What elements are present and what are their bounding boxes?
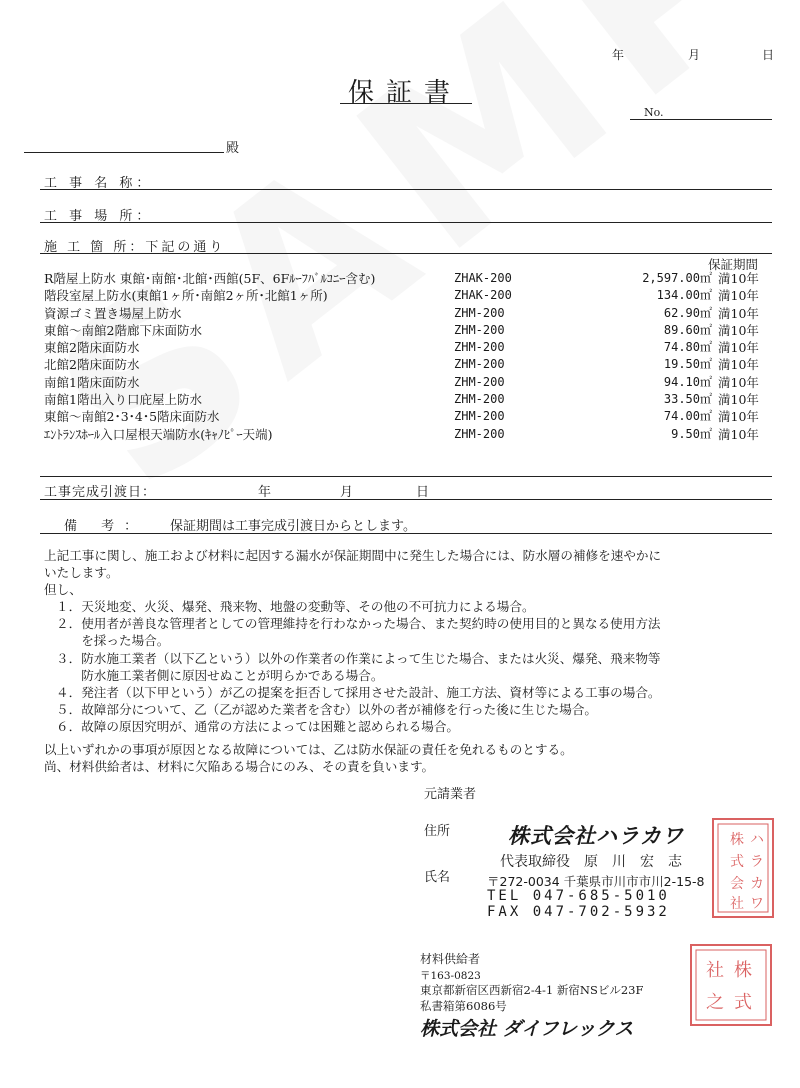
remarks-label: 備 考： (64, 519, 148, 534)
table-row (44, 374, 778, 391)
item-code: ZHM-200 (454, 409, 505, 424)
contractor-representative: 代表取締役 原 川 宏 志 (500, 854, 682, 870)
item-period: 満10年 (718, 271, 759, 286)
completion-line (40, 499, 772, 500)
item-code: ZHAK-200 (454, 288, 512, 303)
condition-line: ６．故障の原因究明が、通常の方法によっては困難と認められる場合。 (56, 719, 459, 734)
date-month-label: 月 (688, 48, 701, 62)
svg-text:ハ: ハ (750, 832, 764, 848)
item-name: 北館2階床面防水 (44, 357, 140, 373)
item-code: ZHAK-200 (454, 271, 512, 285)
item-area: 134.00㎡ (656, 288, 712, 303)
item-period: 満10年 (718, 426, 759, 442)
svg-text:会: 会 (730, 876, 744, 892)
svg-text:式: 式 (734, 992, 752, 1013)
remarks-text: 保証期間は工事完成引渡日からとします。 (170, 519, 416, 534)
contractor-name-label: 氏名 (424, 870, 451, 885)
date-year-label: 年 (612, 48, 625, 62)
item-period: 満10年 (718, 288, 759, 304)
contractor-tel: TEL 047-685-5010 (487, 888, 670, 904)
item-code: ZHM-200 (454, 426, 505, 441)
item-period: 満10年 (718, 305, 759, 321)
title-underline (340, 103, 472, 104)
remarks-line (40, 533, 772, 534)
condition-line: を採った場合。 (56, 633, 170, 648)
item-name: 東館～南館2階廊下床面防水 (44, 322, 202, 338)
table-row (44, 322, 778, 339)
seal-icon (692, 946, 770, 1024)
period-header: 保証期間 (708, 257, 759, 272)
svg-text:式: 式 (730, 854, 744, 870)
number-label: No. (644, 106, 664, 119)
table-row (44, 391, 778, 408)
item-area: 19.50㎡ (663, 357, 712, 372)
number-line (630, 119, 772, 120)
item-code: ZHM-200 (454, 374, 505, 389)
supplier-company-name: 株式会社 ダイフレックス (420, 1018, 634, 1040)
item-area: 9.50㎡ (671, 426, 712, 441)
contractor-seal-stamp (712, 818, 774, 918)
contractor-address-label: 住所 (424, 824, 451, 839)
construction-area-line (40, 253, 772, 254)
condition-line: １．天災地変、火災、爆発、飛来物、地盤の変動等、その他の不可抗力による場合。 (56, 599, 535, 614)
closing-line-2: 尚、材料供給者は、材料に欠陥ある場合にのみ、その責を負います。 (44, 759, 435, 774)
svg-text:社: 社 (730, 896, 744, 912)
item-name: 東館～南館2･3･4･5階床面防水 (44, 409, 220, 425)
document-title: 保証書 (348, 78, 463, 108)
supplier-address: 東京都新宿区西新宿2-4-1 新宿NSビル23F (420, 983, 644, 997)
project-name-label: 工 事 名 称： (44, 176, 154, 191)
item-code: ZHM-200 (454, 340, 505, 355)
supplier-label: 材料供給者 (420, 952, 481, 966)
item-period: 満10年 (718, 409, 759, 425)
condition-line: ５．故障部分について、乙（乙が認めた業者を含む）以外の者が補修を行った後に生じた場合。 (56, 702, 598, 717)
recipient-suffix: 殿 (226, 141, 240, 156)
table-row (44, 356, 778, 373)
condition-line: 防水施工業者側に原因せぬことが明らかである場合。 (56, 668, 384, 683)
item-name: R階屋上防水 東館･南館･北館･西館(5F、6Fﾙｰﾌﾊﾞﾙｺﾆｰ含む) (44, 271, 376, 286)
item-name: 資源ゴミ置き場屋上防水 (44, 305, 182, 321)
item-code: ZHM-200 (454, 322, 505, 337)
construction-area-label: 施 工 箇 所：下記の通り (44, 240, 226, 255)
item-area: 74.80㎡ (663, 340, 712, 355)
project-site-line (40, 222, 772, 223)
project-name-line (40, 189, 772, 190)
completion-month: 月 (340, 485, 354, 500)
table-row (44, 339, 778, 356)
item-area: 62.90㎡ (663, 305, 712, 320)
construction-items-table (44, 270, 778, 443)
contractor-role-label: 元請業者 (424, 787, 477, 802)
svg-text:社: 社 (706, 960, 724, 981)
item-area: 74.00㎡ (663, 409, 712, 424)
table-row (44, 426, 778, 443)
item-area: 33.50㎡ (663, 392, 712, 407)
svg-text:之: 之 (706, 992, 724, 1013)
recipient-line (24, 152, 224, 153)
item-name: 南館1階出入り口庇屋上防水 (44, 392, 202, 408)
item-period: 満10年 (718, 357, 759, 373)
item-code: ZHM-200 (454, 392, 505, 407)
contractor-postal-address: 〒272-0034 千葉県市川市市川2-15-8 (487, 874, 705, 889)
condition-line: ３．防水施工業者（以下乙という）以外の作業者の作業によって生じた場合、または火災、爆発、飛来物等 (56, 651, 661, 666)
date-day-label: 日 (762, 48, 775, 62)
table-row (44, 408, 778, 425)
condition-line: ４．発注者（以下甲という）が乙の提案を拒否して採用させた設計、施工方法、資材等による工事の場合。 (56, 685, 661, 700)
item-period: 満10年 (718, 392, 759, 408)
item-code: ZHM-200 (454, 305, 505, 320)
svg-text:ワ: ワ (750, 896, 764, 912)
contractor-company-name: 株式会社ハラカワ (508, 824, 684, 848)
supplier-private-box: 私書箱第6086号 (420, 999, 507, 1013)
item-code: ZHM-200 (454, 357, 505, 372)
closing-line-1: 以上いずれかの事項が原因となる故障については、乙は防水保証の責任を免れるものとする。 (44, 742, 573, 757)
table-row (44, 287, 778, 304)
item-name: 東館2階床面防水 (44, 340, 140, 356)
item-name: 階段室屋上防水(東館1ヶ所･南館2ヶ所･北館1ヶ所) (44, 288, 328, 304)
svg-text:カ: カ (750, 876, 764, 892)
item-period: 満10年 (718, 374, 759, 390)
item-name: 南館1階床面防水 (44, 374, 140, 390)
project-site-label: 工 事 場 所： (44, 209, 154, 224)
item-area: 94.10㎡ (663, 374, 712, 389)
seal-icon (714, 820, 772, 916)
table-row (44, 305, 778, 322)
svg-text:株: 株 (734, 960, 752, 981)
supplier-seal-stamp (690, 944, 772, 1026)
table-row (44, 270, 778, 287)
item-area: 2,597.00㎡ (642, 271, 712, 285)
item-period: 満10年 (718, 322, 759, 338)
contractor-fax: FAX 047-702-5932 (487, 904, 670, 920)
item-area: 89.60㎡ (663, 322, 712, 337)
completion-top-line (40, 476, 772, 477)
svg-text:株: 株 (730, 832, 744, 848)
item-period: 満10年 (718, 340, 759, 356)
svg-text:ラ: ラ (750, 854, 764, 870)
condition-line: ２．使用者が善良な管理者としての管理維持を行わなかった場合、また契約時の使用目的と異なる使用方法 (56, 616, 661, 631)
completion-year: 年 (258, 485, 272, 500)
completion-label: 工事完成引渡日： (44, 485, 157, 500)
however-label: 但し、 (44, 582, 82, 597)
intro-line-2: いたします。 (44, 565, 119, 580)
item-name: ｴﾝﾄﾗﾝｽﾎｰﾙ入口屋根天端防水(ｷｬﾉﾋﾟｰ天端) (44, 426, 273, 442)
intro-line-1: 上記工事に関し、施工および材料に起因する漏水が保証期間中に発生した場合には、防水層の補修を速やかに (44, 548, 662, 563)
completion-day: 日 (416, 485, 430, 500)
supplier-postal: 〒163-0823 (420, 970, 481, 982)
